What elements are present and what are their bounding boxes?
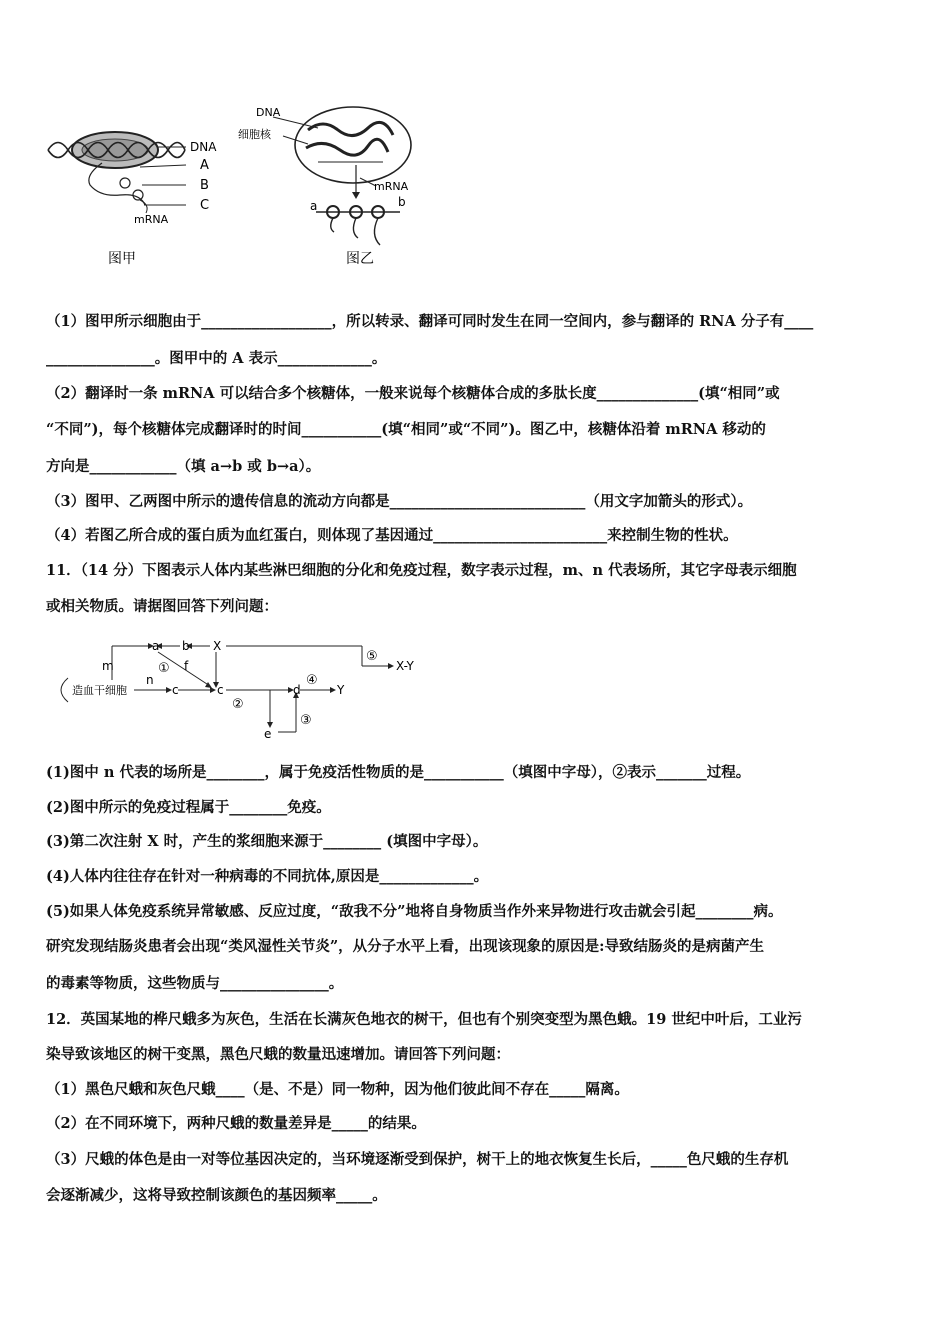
process-3: ③	[300, 713, 312, 728]
label-mrna: mRNA	[134, 213, 169, 226]
node-stem-cell: 造血干细胞	[72, 684, 127, 697]
q10-1-line-b: _______________。图甲中的 A 表示_____________。	[46, 350, 387, 367]
q12-2-line: （2）在不同环境下，两种尺蛾的数量差异是_____的结果。	[46, 1115, 426, 1132]
q11-4-line: (4)人体内往往存在针对一种病毒的不同抗体,原因是_____________。	[46, 868, 489, 885]
label-c: C	[200, 198, 210, 213]
q10-1-line-a: （1）图甲所示细胞由于__________________，所以转录、翻译可同时发生在同一空间内，参与翻译的 RNA 分子有____	[46, 313, 814, 330]
q10-2-line-b: “不同”)，每个核糖体完成翻译时的时间___________(填“相同”或“不同”)。图乙中，核糖体沿着 mRNA 移动的	[46, 421, 766, 438]
q11-5-line-a: (5)如果人体免疫系统异常敏感、反应过度，“敌我不分”地将自身物质当作外来异物进行攻击就会引起________病。	[46, 903, 783, 920]
q10-2-line-c: 方向是____________（填 a→b 或 b→a）。	[46, 458, 321, 475]
q11-3-line: (3)第二次注射 X 时，产生的浆细胞来源于________ (填图中字母）。	[46, 833, 488, 850]
node-xy: X-Y	[396, 659, 414, 673]
q10-3-line: （3）图甲、乙两图中所示的遗传信息的流动方向都是___________________________（用文字加箭头的形式）。	[46, 493, 753, 510]
label-dna: DNA	[190, 140, 217, 154]
node-f: f	[184, 659, 189, 673]
q12-stem-a: 12．英国某地的桦尺蛾多为灰色，生活在长满灰色地衣的树干，但也有个别突变型为黑色蛾。19 世纪中叶后，工业污	[46, 1011, 802, 1028]
q11-2-line: (2)图中所示的免疫过程属于________免疫。	[46, 799, 331, 816]
node-y: Y	[337, 683, 345, 697]
yi-label-mrna: mRNA	[374, 180, 409, 193]
yi-label-nucleus: 细胞核	[238, 128, 271, 141]
peptide	[140, 200, 147, 213]
process-5: ⑤	[366, 649, 378, 664]
q11-5-line-b: 研究发现结肠炎患者会出现“类风湿性关节炎”，从分子水平上看，出现该现象的原因是:导致结肠炎的是病菌产生	[46, 938, 765, 955]
q10-4-line: （4）若图乙所合成的蛋白质为血红蛋白，则体现了基因通过________________________来控制生物的性状。	[46, 527, 738, 544]
yi-label-dna: DNA	[256, 106, 281, 119]
node-e: e	[264, 727, 272, 741]
peptide-yi-3	[374, 218, 380, 245]
yi-label-b: b	[398, 195, 406, 209]
node-c1: c	[172, 683, 179, 697]
node-d: d	[293, 683, 301, 697]
q11-5-line-c: 的毒素等物质，这些物质与_______________。	[46, 975, 344, 992]
leader-a	[140, 165, 186, 167]
figure-yi	[228, 100, 438, 270]
process-4: ④	[306, 673, 318, 688]
figure-immune	[50, 632, 430, 742]
process-1: ①	[158, 661, 170, 676]
node-x: X	[213, 639, 222, 653]
head-dy	[330, 687, 336, 693]
node-n: n	[146, 673, 154, 687]
mrna-strand	[89, 163, 145, 205]
ribosome-2	[133, 190, 143, 200]
peptide-yi-1	[331, 218, 334, 232]
q12-3-line-a: （3）尺蛾的体色是由一对等位基因决定的，当环境逐渐受到保护，树干上的地衣恢复生长后，_____色尺蛾的生存机	[46, 1151, 789, 1168]
q12-3-line-b: 会逐渐减少，这将导致控制该颜色的基因频率_____。	[46, 1187, 387, 1204]
node-b: b	[182, 639, 190, 653]
q11-1-line: (1)图中 n 代表的场所是________，属于免疫活性物质的是___________（填图中字母），②表示_______过程。	[46, 764, 751, 781]
node-c2: c	[217, 683, 224, 697]
chromatin-2	[306, 139, 388, 155]
peptide-yi-2	[353, 218, 358, 238]
node-a: a	[152, 639, 160, 653]
caption-jia: 图甲	[108, 251, 136, 267]
head-xy	[388, 663, 394, 669]
q12-stem-b: 染导致该地区的树干变黑，黑色尺蛾的数量迅速增加。请回答下列问题：	[46, 1046, 510, 1063]
caption-yi: 图乙	[346, 251, 374, 267]
yi-label-a: a	[310, 199, 318, 213]
figure-jia	[40, 105, 250, 275]
loop-stem-cell	[61, 678, 68, 702]
node-m: m	[102, 659, 114, 673]
q10-2-line-a: （2）翻译时一条 mRNA 可以结合多个核糖体，一般来说每个核糖体合成的多肽长度______________(填“相同”或	[46, 385, 780, 402]
chromatin-1	[308, 122, 393, 135]
label-b: B	[200, 178, 209, 193]
head-cc2	[210, 687, 216, 693]
ribosome-1	[120, 178, 130, 188]
q12-1-line: （1）黑色尺蛾和灰色尺蛾____（是、不是）同一物种，因为他们彼此间不存在_____隔离。	[46, 1081, 629, 1098]
q11-stem-a: 11．（14 分）下图表示人体内某些淋巴细胞的分化和免疫过程，数字表示过程，m、n 代表场所，其它字母表示细胞	[46, 562, 797, 579]
arrow-out-head	[352, 192, 360, 199]
process-2: ②	[232, 697, 244, 712]
label-a: A	[200, 158, 209, 173]
q11-stem-b: 或相关物质。请据图回答下列问题：	[46, 598, 278, 615]
